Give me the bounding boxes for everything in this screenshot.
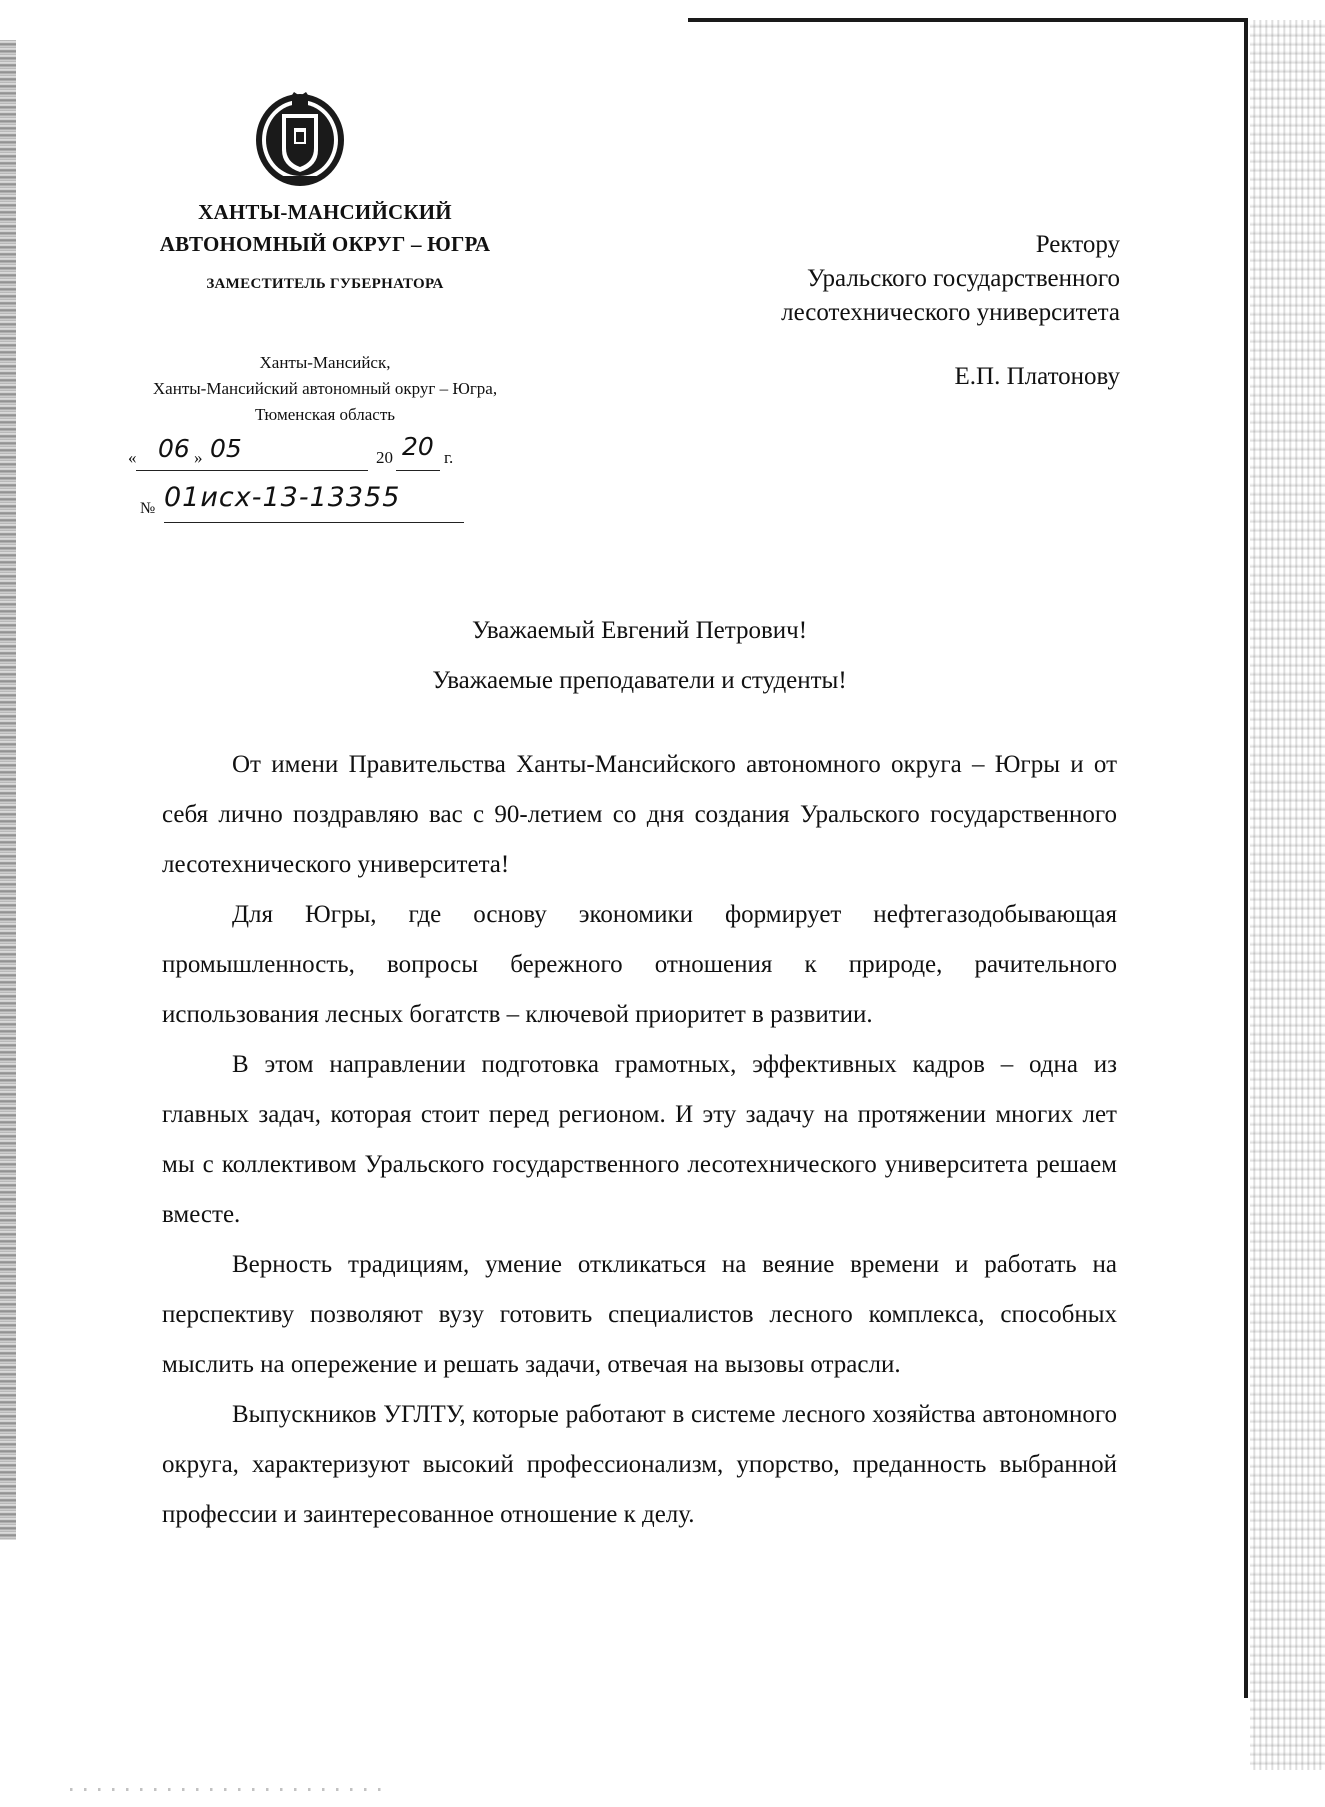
addressee-line3: лесотехнического университета: [781, 299, 1120, 326]
document-date: [128, 432, 468, 470]
date-day-handwritten: 06: [158, 434, 190, 463]
organization-name-line2: АВТОНОМНЫЙ ОКРУГ – ЮГРА: [159, 232, 491, 256]
date-month-handwritten: 05: [210, 434, 242, 463]
address-line1: Ханты-Мансийск,: [259, 353, 391, 372]
addressee-line2: Уральского государственного: [807, 265, 1120, 292]
salutation-line2: Уважаемые преподаватели и студенты!: [432, 667, 847, 694]
scan-noise-right: [1250, 20, 1325, 1770]
addressee-block: [680, 228, 1120, 394]
document-number: [140, 482, 470, 522]
organization-name: [90, 196, 560, 260]
date-year-underline: [396, 470, 440, 471]
salutation: [162, 606, 1117, 706]
date-year-suffix: г.: [444, 448, 454, 467]
salutation-line1: Уважаемый Евгений Петрович!: [471, 617, 808, 644]
date-underline: [136, 470, 368, 471]
body-paragraph-4: Верность традициям, умение откликаться на веяние времени и работать на перспективу позволяют вузу готовить специалистов лесного комплекса, способных мыслить на опережение и решать задачи, отвечая на вызовы отрасли.: [162, 1251, 1117, 1378]
date-century: 20: [376, 448, 393, 467]
document-number-label: №: [140, 500, 156, 517]
scan-edge-top: [688, 18, 1248, 22]
body-paragraph-5: Выпускников УГЛТУ, которые работают в системе лесного хозяйства автономного округа, характеризуют высокий профессионализм, упорство, преданность выбранной профессии и заинтересованное отношение к делу.: [162, 1401, 1117, 1528]
date-close-quote: »: [194, 448, 203, 467]
scan-noise-bottom: [70, 1788, 390, 1791]
document-number-handwritten: 01исх-13-13355: [164, 482, 401, 513]
body-paragraph-3: В этом направлении подготовка грамотных, эффективных кадров – одна из главных задач, которая стоит перед регионом. И эту задачу на протяжении многих лет мы с коллективом Уральского государственного лесотехнического университета решаем вместе.: [162, 1051, 1117, 1228]
letter-body: [162, 740, 1117, 1540]
date-year-handwritten: 20: [402, 432, 434, 461]
address-line3: Тюменская область: [254, 405, 396, 424]
body-paragraph-2: Для Югры, где основу экономики формирует нефтегазодобывающая промышленность, вопросы бережного отношения к природе, рачительного использования лесных богатств – ключевой приоритет в развитии.: [162, 901, 1117, 1028]
body-paragraph-1: От имени Правительства Ханты-Мансийского автономного округа – Югры и от себя лично поздравляю вас с 90-летием со дня создания Уральского государственного лесотехнического университета!: [162, 751, 1117, 878]
coat-of-arms-emblem-icon: [252, 88, 348, 188]
scan-edge-left: [0, 40, 16, 1540]
official-title: ЗАМЕСТИТЕЛЬ ГУБЕРНАТОРА: [206, 276, 444, 292]
organization-name-line1: ХАНТЫ-МАНСИЙСКИЙ: [198, 200, 452, 224]
addressee-line1: Ректору: [1035, 231, 1120, 258]
addressee-name: Е.П. Платонову: [954, 363, 1120, 390]
document-number-underline: [164, 522, 464, 523]
address-line2: Ханты-Мансийский автономный округ – Югра,: [152, 379, 498, 398]
organization-address: [70, 350, 580, 428]
scan-edge-right: [1244, 18, 1248, 1698]
date-open-quote: «: [128, 448, 137, 467]
